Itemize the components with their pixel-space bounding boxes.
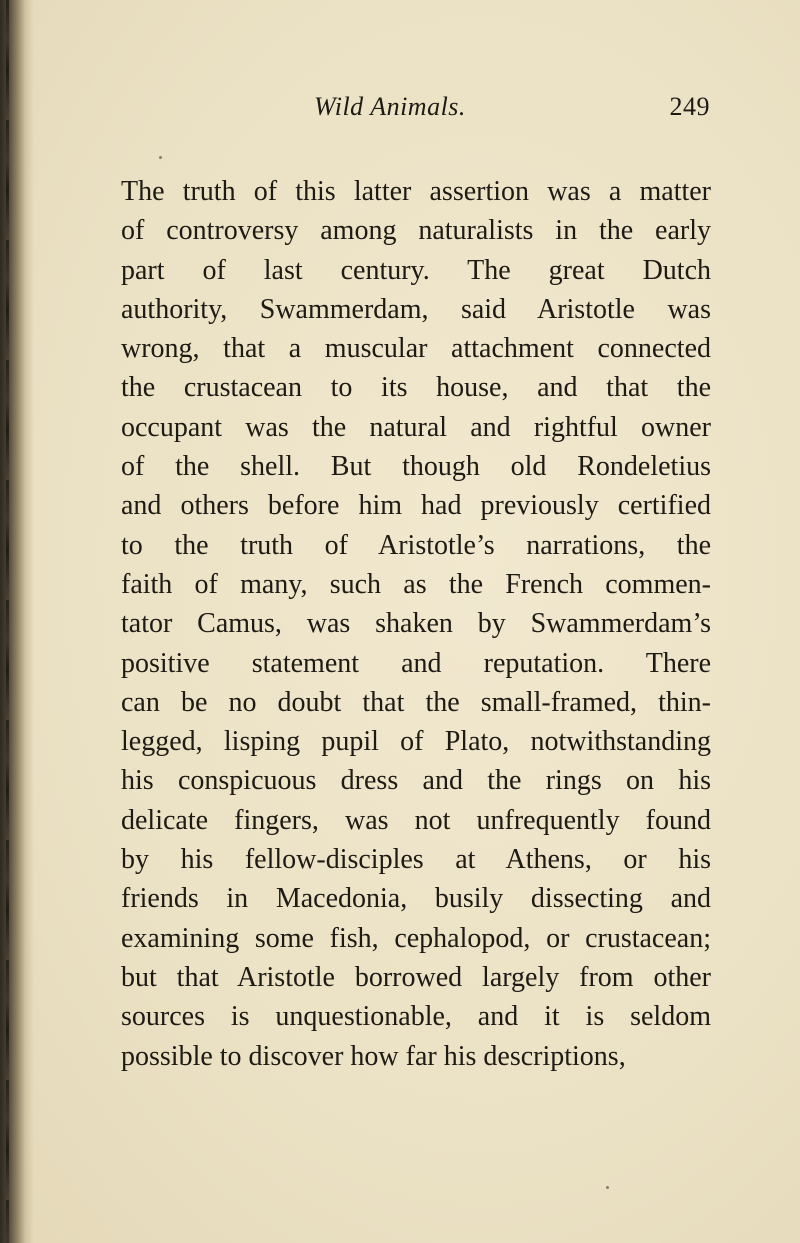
text-line: by his fellow-disciples at Athens, or his [121,844,711,876]
text-line: the crustacean to its house, and that the [121,372,711,404]
paper-speck [159,156,162,159]
text-line: to the truth of Aristotle’s narrations, the [121,529,711,561]
text-line: and others before him had previously certified [121,490,711,522]
text-line: tator Camus, was shaken by Swammerdam’s [121,608,711,640]
text-line: delicate fingers, was not unfrequently found [121,804,711,836]
text-line: faith of many, such as the French commen- [121,568,711,600]
body-paragraph [121,172,711,1076]
text-line: occupant was the natural and rightful owner [121,411,711,443]
text-line: wrong, that a muscular attachment connected [121,333,711,365]
page-header [120,92,710,132]
text-line: positive statement and reputation. There [121,647,711,679]
text-line: legged, lisping pupil of Plato, notwithstanding [121,726,711,758]
binding-streak [6,0,9,1243]
text-line: part of last century. The great Dutch [121,254,711,286]
text-line: but that Aristotle borrowed largely from other [121,961,711,993]
text-line: of controversy among naturalists in the early [121,215,711,247]
running-title: Wild Animals. [314,92,466,121]
text-line: authority, Swammerdam, said Aristotle was [121,293,711,325]
text-line: examining some fish, cephalopod, or crustacean; [121,922,711,954]
paper-speck [606,1186,609,1189]
page-number: 249 [669,92,710,121]
text-line: can be no doubt that the small-framed, thin- [121,686,711,718]
text-line: possible to discover how far his descriptions, [121,1040,626,1072]
text-line: of the shell. But though old Rondeletius [121,451,711,483]
text-line: The truth of this latter assertion was a matter [121,176,711,207]
text-line: sources is unquestionable, and it is seldom [121,1001,711,1033]
text-line: his conspicuous dress and the rings on his [121,765,711,797]
text-line: friends in Macedonia, busily dissecting and [121,883,711,915]
